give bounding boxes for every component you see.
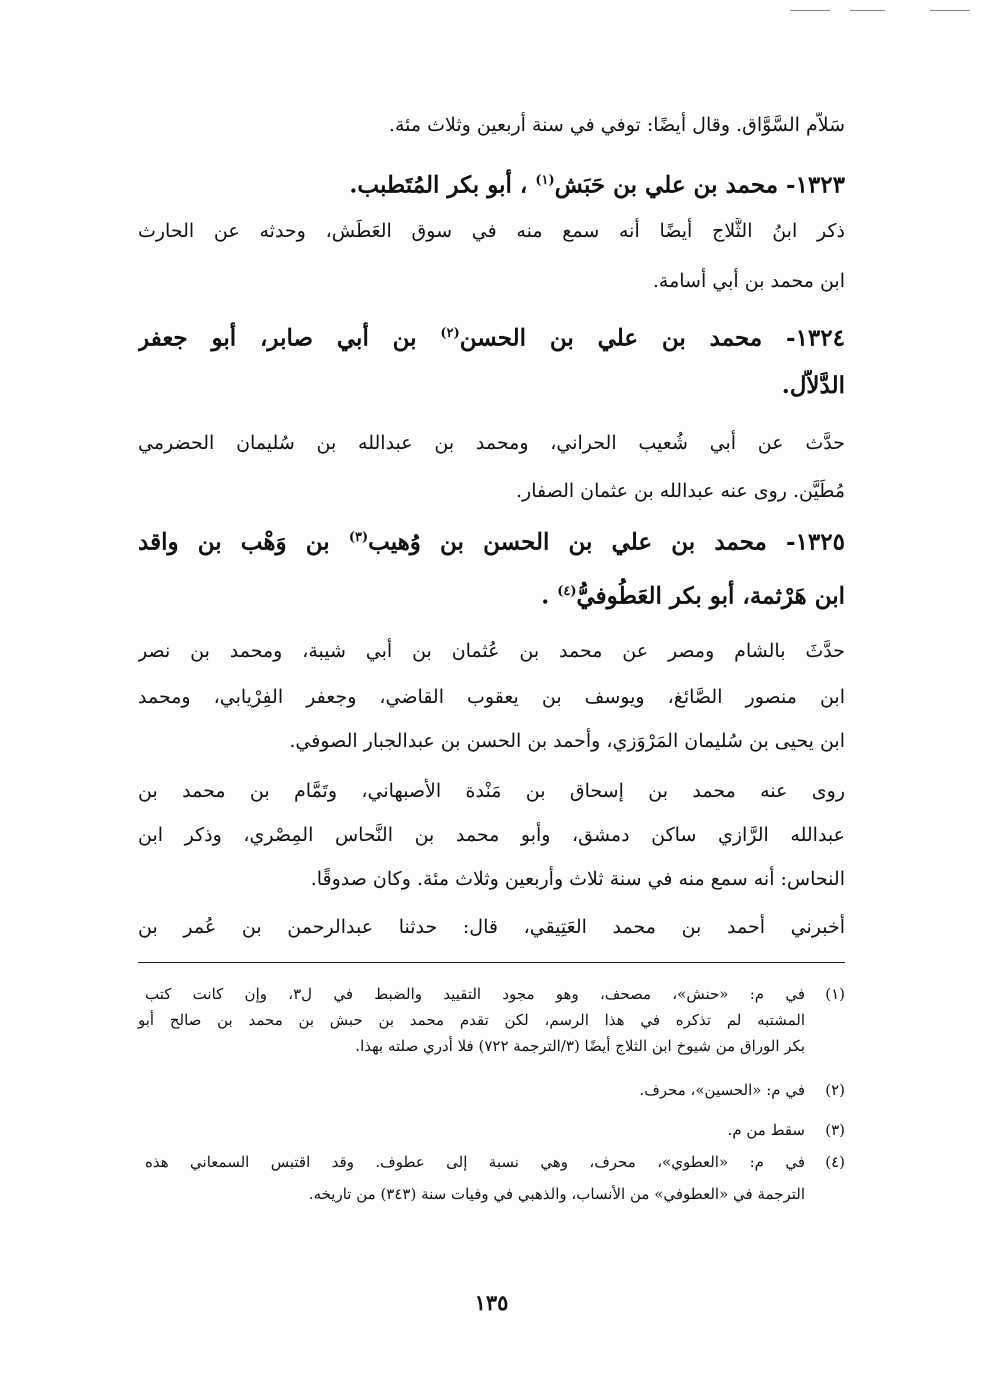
text-line: أخبرني أحمد بن محمد العَتِيقي، قال: حدثنا عبدالرحمن بن عُمر بن (138, 916, 845, 938)
page-number: ١٣٥ (474, 1290, 509, 1315)
entry-heading-1323 (138, 165, 845, 203)
footnote-ref: (٤) (557, 584, 577, 599)
text-line: حدَّث عن أبي شُعيب الحراني، ومحمد بن عبدالله بن سُليمان الحضرمي (138, 432, 845, 454)
footnote-number: (٣) (825, 1121, 845, 1139)
footnote-separator (138, 962, 845, 963)
heading-text: ١٣٢٥- محمد بن علي بن الحسن بن وُهيب (368, 528, 845, 556)
footnote-1 (138, 984, 845, 1004)
footnote-text: الترجمة في «العطوفي» من الأنساب، والذهبي في وفيات سنة (٣٤٣) من تاريخه. (308, 1185, 805, 1203)
entry-heading-1324 (138, 318, 845, 356)
text-line: ابن يحيى بن سُليمان المَرْوَزي، وأحمد بن الحسن بن عبدالجبار الصوفي. (289, 730, 845, 752)
text-line: ابن منصور الصَّائغ، ويوسف بن يعقوب القاضي، وجعفر الفِرْيابي، ومحمد (138, 686, 845, 708)
text-line: عبدالله الرَّازي ساكن دمشق، وأبو محمد بن النَّحاس المِصْري، وذكر ابن (138, 824, 845, 846)
footnote-text: في م: «حنش»، مصحف، وهو مجود التقييد والضبط في ل٣، وإن كانت كتب (145, 985, 805, 1003)
heading-text: ابن هَرْثمة، أبو بكر العَطُوفيُّ (576, 582, 845, 610)
heading-continuation: الدَّلاَّل. (781, 372, 845, 399)
heading-text: ١٣٢٣- محمد بن علي بن حَبَش (554, 171, 845, 199)
text-line: حدَّثَ بالشام ومصر عن محمد بن عُثمان بن أبي شيبة، ومحمد بن نصر (138, 640, 845, 662)
footnote-ref: (٣) (348, 530, 369, 545)
text-line: ذكر ابنُ الثَّلاج أيضًا أنه سمع منه في سوق العَطَش، وحدثه عن الحارث (138, 220, 845, 242)
footnote-number: (٢) (825, 1081, 845, 1099)
scan-mark (850, 10, 885, 11)
text-line: النحاس: أنه سمع منه في سنة ثلاث وأربعين وثلاث مئة. وكان صدوقًا. (310, 868, 845, 890)
footnote-text: في م: «العطوي»، محرف، وهي نسبة إلى عطوف. وقد اقتبس السمعاني هذه (145, 1153, 805, 1171)
scan-mark (930, 10, 970, 11)
text-line: سَلاَّم السَّوَّاق. وقال أيضًا: توفي في سنة أربعين وثلاث مئة. (388, 114, 845, 136)
footnote-2 (138, 1080, 845, 1100)
footnote-text: المشتبه لم تذكره في هذا الرسم، لكن تقدم محمد بن حبش بن محمد بن صالح أبو (138, 1011, 805, 1029)
heading-text: ، أبو بكر المُتَطبب. (349, 171, 528, 199)
footnote-3 (138, 1120, 845, 1140)
footnote-ref: (١) (535, 173, 555, 188)
footnote-text: في م: «الحسين»، محرف. (639, 1081, 805, 1099)
text-line: مُطَيَّن. روى عنه عبدالله بن عثمان الصفار. (515, 480, 845, 502)
text-line: ابن محمد بن أبي أُسامة. (652, 270, 845, 292)
footnote-text: بكر الوراق من شيوخ ابن الثلاج أيضًا (٣/الترجمة ٧٢٢) فلا أدري صلته بهذا. (355, 1037, 805, 1055)
footnote-ref: (٢) (440, 326, 460, 341)
heading-text: بن وَهْب بن واقد (138, 528, 330, 556)
heading-continuation: ابن هَرْثمة، أبو بكر العَطُوفيُّ$^{(٤)}$ . (541, 582, 845, 610)
heading-text: بن أبي صابر، أبو جعفر (138, 324, 417, 352)
heading-text: ١٣٢٤- محمد بن علي بن الحسن (459, 324, 845, 352)
footnote-text: سقط من م. (727, 1121, 805, 1139)
scan-mark (790, 10, 830, 11)
entry-heading-1325 (138, 522, 845, 560)
text-line: روى عنه محمد بن إسحاق بن مَنْدة الأصبهاني، وتَمَّام بن محمد بن (138, 780, 845, 802)
footnote-number: (٤) (825, 1153, 845, 1171)
footnote-number: (١) (825, 985, 845, 1003)
footnote-4 (138, 1152, 845, 1172)
